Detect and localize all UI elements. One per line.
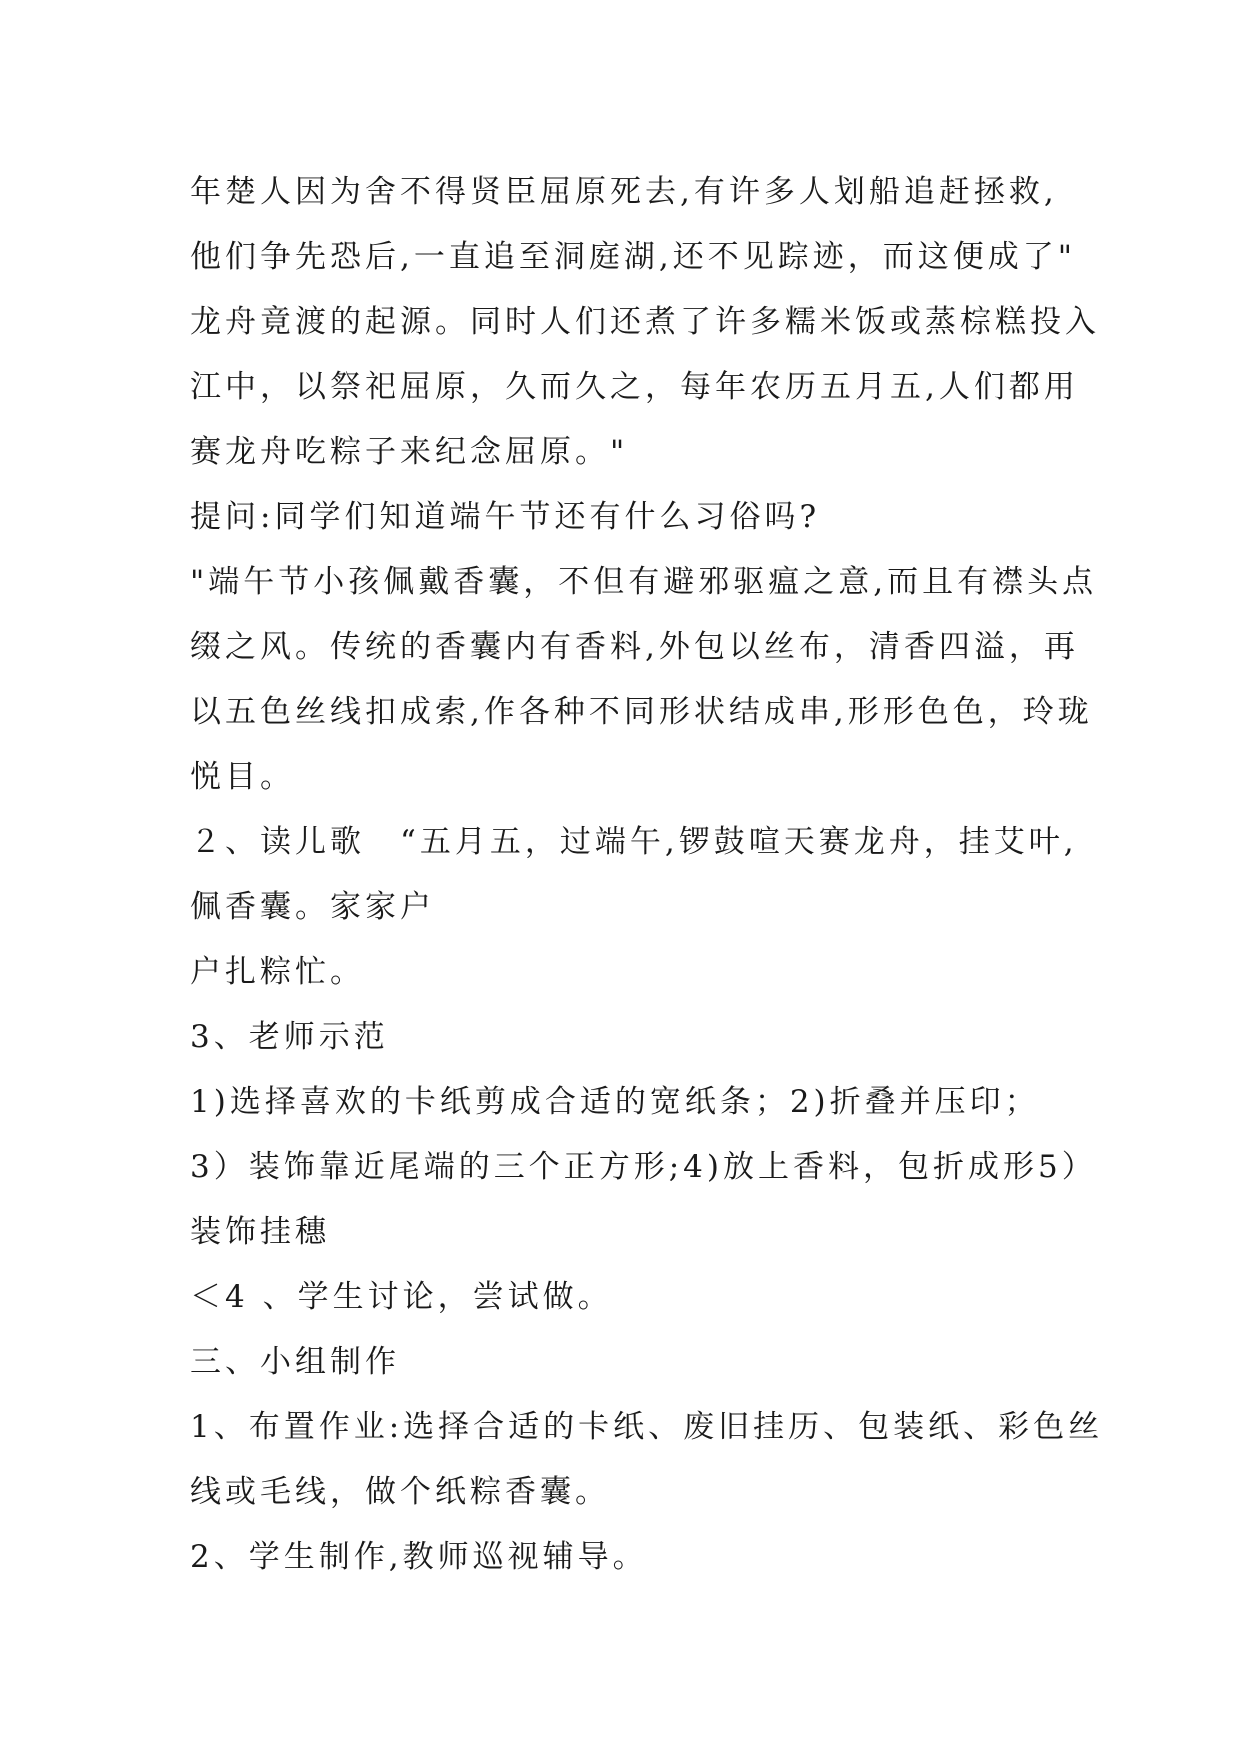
text-line-9: 以五色丝线扣成索,作各种不同形状结成串,形形色色，玲珑 — [190, 694, 1093, 730]
text-line-7: "端午节小孩佩戴香囊，不但有避邪驱瘟之意,而且有襟头点 — [190, 564, 1098, 600]
text-line-15: 1)选择喜欢的卡纸剪成合适的宽纸条；2)折叠并压印； — [190, 1084, 1040, 1120]
text-line-3: 龙舟竟渡的起源。同时人们还煮了许多糯米饭或蒸棕糕投入 — [190, 304, 1100, 340]
document-body — [190, 160, 1104, 1590]
text-line-12: 佩香囊。家家户 — [190, 889, 435, 925]
text-line-6: 提问:同学们知道端午节还有什么习俗吗? — [190, 499, 821, 535]
text-line-11: ２、读儿歌 “五月五，过端午,锣鼓喧天赛龙舟，挂艾叶, — [190, 824, 1078, 860]
text-line-13: 户扎粽忙。 — [190, 954, 365, 990]
text-line-20: 1、布置作业:选择合适的卡纸、废旧挂历、包装纸、彩色丝 — [190, 1409, 1104, 1445]
text-line-10: 悦目。 — [190, 759, 295, 795]
text-line-19: 三、小组制作 — [190, 1344, 400, 1380]
text-line-22: 2、学生制作,教师巡视辅导。 — [190, 1539, 648, 1575]
text-line-16: 3）装饰靠近尾端的三个正方形;4)放上香料，包折成形5） — [190, 1149, 1097, 1185]
text-line-1: 年楚人因为舍不得贤臣屈原死去,有许多人划船追赶拯救, — [190, 174, 1058, 210]
text-line-4: 江中，以祭祀屈原，久而久之，每年农历五月五,人们都用 — [190, 369, 1079, 405]
text-line-14: 3、老师示范 — [190, 1019, 389, 1055]
text-line-21: 线或毛线，做个纸粽香囊。 — [190, 1474, 610, 1510]
text-line-8: 缀之风。传统的香囊内有香料,外包以丝布，清香四溢，再 — [190, 629, 1079, 665]
text-line-18: ＜4 、学生讨论，尝试做。 — [190, 1279, 613, 1315]
text-line-5: 赛龙舟吃粽子来纪念屈原。" — [190, 434, 629, 470]
text-line-2: 他们争先恐后,一直追至洞庭湖,还不见踪迹，而这便成了" — [190, 239, 1076, 275]
text-line-17: 装饰挂穗 — [190, 1214, 330, 1250]
